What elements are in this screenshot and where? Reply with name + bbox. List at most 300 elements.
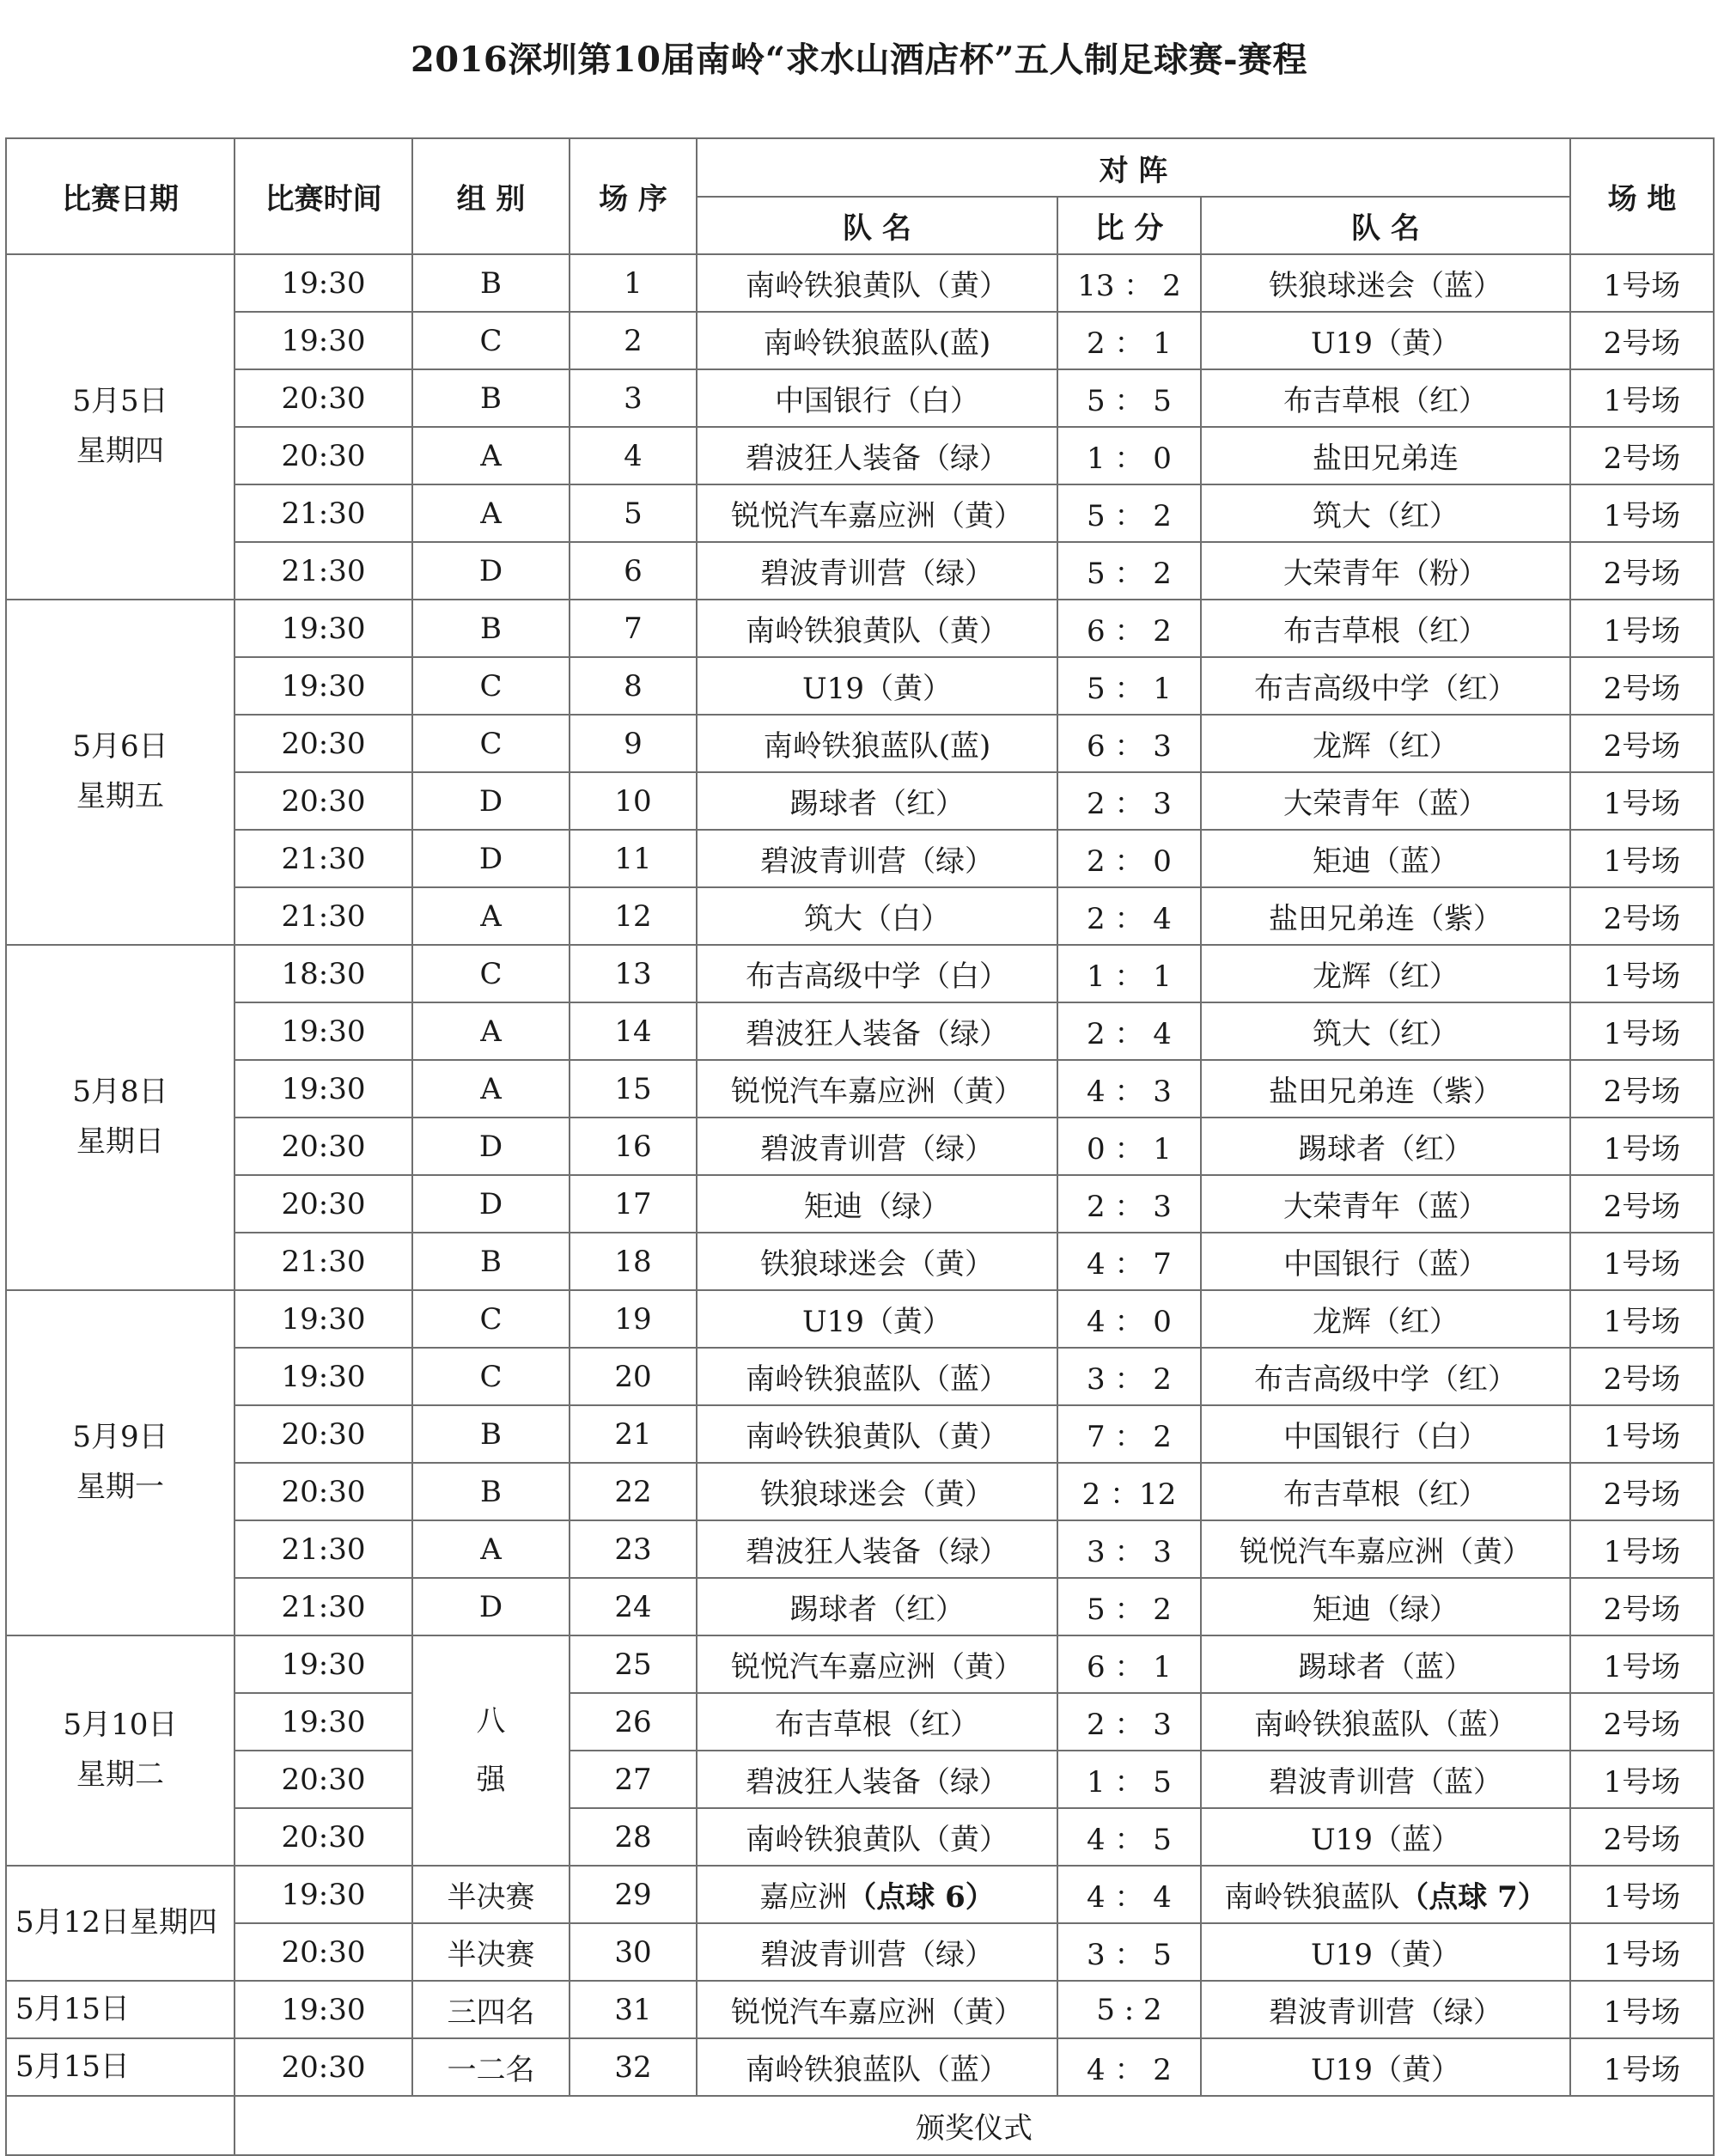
match-venue: 2号场	[1570, 715, 1714, 772]
match-venue: 1号场	[1570, 484, 1714, 542]
team-b	[1201, 427, 1570, 484]
match-seq: 13	[570, 945, 697, 1002]
team-b	[1201, 945, 1570, 1002]
match-venue: 2号场	[1570, 1463, 1714, 1520]
match-group: C	[412, 1348, 570, 1405]
match-group: D	[412, 830, 570, 887]
match-venue: 1号场	[1570, 1233, 1714, 1290]
match-venue: 1号场	[1570, 1981, 1714, 2038]
team-b	[1201, 1405, 1570, 1463]
match-group: A	[412, 427, 570, 484]
match-time: 19:30	[235, 1348, 412, 1405]
page-title: 2016深圳第10届南岭“求水山酒店杯”五人制足球赛-赛程	[410, 40, 1308, 80]
match-group: 三四名	[412, 1981, 570, 2038]
table-row	[6, 2038, 1714, 2096]
match-group: 一二名	[412, 2038, 570, 2096]
team-a	[697, 1808, 1057, 1866]
team-a	[697, 1175, 1057, 1233]
match-seq: 9	[570, 715, 697, 772]
team-a-name: 嘉应洲	[759, 1880, 848, 1915]
match-group: D	[412, 1118, 570, 1175]
match-venue: 1号场	[1570, 1002, 1714, 1060]
team-b	[1201, 542, 1570, 600]
team-a-name: 碧波青训营（绿）	[760, 1938, 994, 1972]
team-b	[1201, 772, 1570, 830]
match-group: B	[412, 1233, 570, 1290]
match-seq: 30	[570, 1923, 697, 1981]
table-row	[6, 1405, 1714, 1463]
table-row	[6, 254, 1714, 312]
match-group: C	[412, 1290, 570, 1348]
match-score: 3 ： 3	[1057, 1520, 1201, 1578]
team-b	[1201, 1808, 1570, 1866]
match-venue: 2号场	[1570, 1175, 1714, 1233]
team-a	[697, 484, 1057, 542]
team-b-name: 布吉草根（红）	[1283, 614, 1488, 649]
team-b-penalty-note: （点球 7）	[1399, 1880, 1547, 1915]
team-b	[1201, 312, 1570, 369]
team-a-penalty-note: （点球 6）	[847, 1880, 995, 1915]
weekday-label: 星期日	[76, 1124, 164, 1159]
match-group: A	[412, 1002, 570, 1060]
match-seq: 22	[570, 1463, 697, 1520]
match-time: 20:30	[235, 1405, 412, 1463]
table-row	[6, 945, 1714, 1002]
team-a-name: 南岭铁狼蓝队（蓝）	[746, 2053, 1008, 2087]
match-score: 4 ： 0	[1057, 1290, 1201, 1348]
team-b-name: 中国银行（蓝）	[1283, 1247, 1488, 1282]
match-time: 20:30	[235, 1175, 412, 1233]
match-score: 2 ： 0	[1057, 830, 1201, 887]
team-a	[697, 1290, 1057, 1348]
team-b	[1201, 1233, 1570, 1290]
team-b-name: 龙辉（红）	[1313, 729, 1459, 764]
team-a-name: 锐悦汽车嘉应洲（黄）	[731, 1650, 1023, 1684]
table-row	[6, 1578, 1714, 1635]
match-seq: 12	[570, 887, 697, 945]
match-score: 2 ： 3	[1057, 772, 1201, 830]
match-time: 19:30	[235, 1635, 412, 1693]
match-date	[6, 1981, 235, 2038]
match-seq: 4	[570, 427, 697, 484]
team-a	[697, 1693, 1057, 1751]
weekday-label: 星期二	[76, 1757, 164, 1792]
match-time: 21:30	[235, 830, 412, 887]
team-a	[697, 369, 1057, 427]
team-b-name: 南岭铁狼蓝队（蓝）	[1254, 1708, 1517, 1742]
weekday-label: 星期一	[76, 1470, 164, 1504]
team-b-name: U19（蓝）	[1311, 1823, 1460, 1857]
match-time: 19:30	[235, 1693, 412, 1751]
ceremony-row	[6, 2096, 1714, 2155]
match-time: 19:30	[235, 254, 412, 312]
table-row	[6, 1290, 1714, 1348]
team-b	[1201, 1693, 1570, 1751]
group-label-1: 八	[476, 1704, 506, 1739]
table-row	[6, 1463, 1714, 1520]
team-b	[1201, 1060, 1570, 1118]
match-time: 20:30	[235, 1118, 412, 1175]
match-score: 13 ： 2	[1057, 254, 1201, 312]
date-label: 5月8日	[72, 1075, 168, 1110]
team-b-name: 南岭铁狼蓝队	[1224, 1880, 1400, 1915]
table-row	[6, 1751, 1714, 1808]
match-group: C	[412, 657, 570, 715]
team-b-name: 矩迪（绿）	[1313, 1593, 1459, 1627]
match-group: C	[412, 715, 570, 772]
team-a	[697, 772, 1057, 830]
match-time: 18:30	[235, 945, 412, 1002]
match-venue: 2号场	[1570, 887, 1714, 945]
table-row	[6, 830, 1714, 887]
match-time: 20:30	[235, 2038, 412, 2096]
header-time: 比赛时间	[235, 138, 412, 254]
match-score: 2 ： 1	[1057, 312, 1201, 369]
team-a-name: 踢球者（红）	[789, 1593, 965, 1627]
team-a-name: 南岭铁狼蓝队(蓝)	[763, 326, 991, 361]
team-a	[697, 1405, 1057, 1463]
team-b	[1201, 1923, 1570, 1981]
match-date	[6, 1635, 235, 1866]
match-venue: 1号场	[1570, 1520, 1714, 1578]
team-a-name: 碧波狂人装备（绿）	[746, 442, 1008, 476]
match-venue: 1号场	[1570, 1118, 1714, 1175]
team-a-name: 南岭铁狼黄队（黄）	[746, 614, 1008, 649]
match-seq: 6	[570, 542, 697, 600]
match-score: 2 ： 4	[1057, 1002, 1201, 1060]
match-seq: 18	[570, 1233, 697, 1290]
team-b	[1201, 484, 1570, 542]
match-score: 6 ： 2	[1057, 600, 1201, 657]
table-row	[6, 600, 1714, 657]
team-a	[697, 945, 1057, 1002]
table-row	[6, 715, 1714, 772]
match-group: B	[412, 600, 570, 657]
match-seq: 24	[570, 1578, 697, 1635]
header-match: 对 阵	[697, 138, 1570, 197]
team-a-name: 碧波狂人装备（绿）	[746, 1535, 1008, 1569]
match-time: 20:30	[235, 1808, 412, 1866]
match-group: C	[412, 945, 570, 1002]
team-b-name: 锐悦汽车嘉应洲（黄）	[1240, 1535, 1532, 1569]
team-a	[697, 1002, 1057, 1060]
match-time: 19:30	[235, 1866, 412, 1923]
team-a	[697, 1635, 1057, 1693]
match-score: 6 ： 3	[1057, 715, 1201, 772]
team-a-name: 中国银行（白）	[775, 384, 979, 418]
team-b-name: U19（黄）	[1311, 2053, 1460, 2087]
match-time: 21:30	[235, 542, 412, 600]
team-a	[697, 887, 1057, 945]
match-seq: 19	[570, 1290, 697, 1348]
match-seq: 31	[570, 1981, 697, 2038]
team-a-name: 布吉高级中学（白）	[746, 959, 1008, 994]
match-score: 4 ： 2	[1057, 2038, 1201, 2096]
table-row	[6, 1693, 1714, 1751]
team-a	[697, 1118, 1057, 1175]
team-b	[1201, 254, 1570, 312]
match-score: 4 ： 3	[1057, 1060, 1201, 1118]
team-a	[697, 1348, 1057, 1405]
team-a-name: 碧波狂人装备（绿）	[746, 1017, 1008, 1051]
match-seq: 11	[570, 830, 697, 887]
match-group: A	[412, 484, 570, 542]
match-venue: 1号场	[1570, 1923, 1714, 1981]
match-seq: 10	[570, 772, 697, 830]
team-b-name: 大荣青年（蓝）	[1283, 1190, 1488, 1224]
match-time: 19:30	[235, 657, 412, 715]
team-a	[697, 427, 1057, 484]
date-label: 5月15日	[15, 1991, 130, 2026]
match-venue: 2号场	[1570, 1348, 1714, 1405]
team-b-name: 龙辉（红）	[1313, 1305, 1459, 1339]
match-score: 5 ： 5	[1057, 369, 1201, 427]
match-venue: 2号场	[1570, 657, 1714, 715]
match-group: B	[412, 1405, 570, 1463]
team-a-name: 踢球者（红）	[789, 787, 965, 821]
match-date	[6, 600, 235, 945]
match-venue: 2号场	[1570, 1808, 1714, 1866]
match-score: 2 ：12	[1057, 1463, 1201, 1520]
team-a	[697, 1578, 1057, 1635]
match-score: 5 ： 2	[1057, 542, 1201, 600]
header-team-a: 队 名	[697, 197, 1057, 254]
team-b-name: 铁狼球迷会（蓝）	[1269, 269, 1502, 303]
match-venue: 1号场	[1570, 1635, 1714, 1693]
match-seq: 17	[570, 1175, 697, 1233]
team-a-name: 布吉草根（红）	[775, 1708, 979, 1742]
team-a	[697, 254, 1057, 312]
team-b	[1201, 1002, 1570, 1060]
team-b	[1201, 1520, 1570, 1578]
table-row	[6, 1923, 1714, 1981]
team-a	[697, 715, 1057, 772]
date-label: 5月5日	[72, 384, 168, 419]
team-a-name: 碧波青训营（绿）	[760, 1132, 994, 1166]
match-group: B	[412, 369, 570, 427]
match-seq: 27	[570, 1751, 697, 1808]
table-row	[6, 1002, 1714, 1060]
match-time: 21:30	[235, 1578, 412, 1635]
match-time: 20:30	[235, 369, 412, 427]
team-b	[1201, 1175, 1570, 1233]
table-row	[6, 1118, 1714, 1175]
match-venue: 1号场	[1570, 2038, 1714, 2096]
match-seq: 32	[570, 2038, 697, 2096]
match-score: 5 ： 1	[1057, 657, 1201, 715]
team-b-name: 盐田兄弟连（紫）	[1269, 1075, 1502, 1109]
date-label: 5月15日	[15, 2049, 130, 2084]
team-b	[1201, 1635, 1570, 1693]
match-score: 7 ： 2	[1057, 1405, 1201, 1463]
match-venue: 1号场	[1570, 1405, 1714, 1463]
date-label: 5月6日	[72, 729, 168, 764]
match-venue: 2号场	[1570, 427, 1714, 484]
team-a-name: U19（黄）	[802, 1305, 952, 1339]
match-group-merged	[412, 1635, 570, 1866]
team-b	[1201, 1981, 1570, 2038]
match-time: 21:30	[235, 887, 412, 945]
match-time: 19:30	[235, 600, 412, 657]
match-group: D	[412, 542, 570, 600]
table-row	[6, 657, 1714, 715]
schedule-body	[6, 254, 1714, 2155]
team-a-name: 矩迪（绿）	[804, 1190, 950, 1224]
table-row	[6, 1808, 1714, 1866]
match-score: 2 ： 3	[1057, 1175, 1201, 1233]
match-time: 21:30	[235, 1233, 412, 1290]
team-a-name: 碧波青训营（绿）	[760, 557, 994, 591]
team-b	[1201, 2038, 1570, 2096]
table-row	[6, 887, 1714, 945]
match-venue: 2号场	[1570, 1060, 1714, 1118]
team-a	[697, 1923, 1057, 1981]
header-seq: 场 序	[570, 138, 697, 254]
match-time: 19:30	[235, 1290, 412, 1348]
award-ceremony: 颁奖仪式	[235, 2096, 1714, 2155]
match-score: 4 ： 5	[1057, 1808, 1201, 1866]
team-a	[697, 1233, 1057, 1290]
team-b-name: U19（黄）	[1311, 1938, 1460, 1972]
team-a	[697, 1520, 1057, 1578]
match-time: 20:30	[235, 715, 412, 772]
team-b	[1201, 1348, 1570, 1405]
table-row	[6, 1520, 1714, 1578]
match-seq: 2	[570, 312, 697, 369]
match-seq: 14	[570, 1002, 697, 1060]
date-label: 5月10日	[63, 1708, 178, 1743]
match-time: 20:30	[235, 1463, 412, 1520]
match-venue: 1号场	[1570, 1290, 1714, 1348]
match-score: 4 ： 7	[1057, 1233, 1201, 1290]
team-a-name: 筑大（白）	[804, 902, 950, 936]
team-b	[1201, 657, 1570, 715]
team-b-name: 中国银行（白）	[1283, 1420, 1488, 1454]
match-time: 19:30	[235, 1981, 412, 2038]
date-label: 5月12日星期四	[15, 1905, 217, 1940]
team-b-name: 布吉草根（红）	[1283, 1477, 1488, 1512]
match-group: 半决赛	[412, 1866, 570, 1923]
team-a	[697, 600, 1057, 657]
match-venue: 1号场	[1570, 1866, 1714, 1923]
team-b	[1201, 715, 1570, 772]
weekday-label: 星期四	[76, 434, 164, 468]
match-group: B	[412, 254, 570, 312]
team-a-name: 碧波狂人装备（绿）	[746, 1765, 1008, 1800]
group-label-2: 强	[476, 1763, 506, 1797]
team-b-name: 筑大（红）	[1313, 1017, 1459, 1051]
schedule-table	[5, 137, 1715, 2156]
match-seq: 7	[570, 600, 697, 657]
header-group: 组 别	[412, 138, 570, 254]
match-venue: 2号场	[1570, 312, 1714, 369]
match-seq: 25	[570, 1635, 697, 1693]
match-group: D	[412, 1175, 570, 1233]
team-b-name: 矩迪（蓝）	[1313, 844, 1459, 879]
match-seq: 3	[570, 369, 697, 427]
match-score: 4 ： 4	[1057, 1866, 1201, 1923]
table-row	[6, 427, 1714, 484]
team-b	[1201, 1578, 1570, 1635]
match-venue: 1号场	[1570, 254, 1714, 312]
match-score: 6 ： 1	[1057, 1635, 1201, 1693]
match-seq: 8	[570, 657, 697, 715]
team-a	[697, 542, 1057, 600]
table-row	[6, 1175, 1714, 1233]
table-row	[6, 1981, 1714, 2038]
team-a	[697, 1751, 1057, 1808]
team-a	[697, 1866, 1057, 1923]
team-b	[1201, 1290, 1570, 1348]
team-a-name: 南岭铁狼黄队（黄）	[746, 1823, 1008, 1857]
header-venue: 场 地	[1570, 138, 1714, 254]
team-b	[1201, 887, 1570, 945]
match-venue: 2号场	[1570, 542, 1714, 600]
table-row	[6, 1233, 1714, 1290]
match-time: 20:30	[235, 1923, 412, 1981]
match-seq: 5	[570, 484, 697, 542]
team-b-name: 踢球者（蓝）	[1298, 1650, 1473, 1684]
team-b	[1201, 369, 1570, 427]
team-b-name: 大荣青年（蓝）	[1283, 787, 1488, 821]
match-score: 2 ： 3	[1057, 1693, 1201, 1751]
match-venue: 1号场	[1570, 600, 1714, 657]
match-seq: 16	[570, 1118, 697, 1175]
date-label: 5月9日	[72, 1420, 168, 1455]
team-b-name: U19（黄）	[1311, 326, 1460, 361]
team-b-name: 大荣青年（粉）	[1283, 557, 1488, 591]
match-venue: 2号场	[1570, 1578, 1714, 1635]
team-b	[1201, 1866, 1570, 1923]
team-b	[1201, 1463, 1570, 1520]
match-time: 20:30	[235, 427, 412, 484]
team-b-name: 踢球者（红）	[1298, 1132, 1473, 1166]
match-score: 0 ： 1	[1057, 1118, 1201, 1175]
match-group: B	[412, 1463, 570, 1520]
table-row	[6, 312, 1714, 369]
match-venue: 1号场	[1570, 945, 1714, 1002]
header-score: 比 分	[1057, 197, 1201, 254]
team-b-name: 布吉草根（红）	[1283, 384, 1488, 418]
match-date	[6, 1866, 235, 1981]
team-a	[697, 1463, 1057, 1520]
team-b-name: 龙辉（红）	[1313, 959, 1459, 994]
team-a	[697, 2038, 1057, 2096]
match-score: 1 ： 1	[1057, 945, 1201, 1002]
team-a-name: 南岭铁狼蓝队(蓝)	[763, 729, 991, 764]
team-a	[697, 312, 1057, 369]
table-row	[6, 369, 1714, 427]
team-b-name: 碧波青训营（蓝）	[1269, 1765, 1502, 1800]
team-a-name: 铁狼球迷会（黄）	[760, 1477, 994, 1512]
match-score: 2 ： 4	[1057, 887, 1201, 945]
match-date	[6, 254, 235, 600]
team-b	[1201, 1751, 1570, 1808]
table-row	[6, 1348, 1714, 1405]
match-seq: 1	[570, 254, 697, 312]
match-time: 20:30	[235, 1751, 412, 1808]
match-time: 21:30	[235, 1520, 412, 1578]
match-venue: 1号场	[1570, 1751, 1714, 1808]
match-time: 19:30	[235, 1002, 412, 1060]
team-b-name: 碧波青训营（绿）	[1269, 1995, 1502, 2030]
match-seq: 23	[570, 1520, 697, 1578]
match-score: 5 : 2	[1057, 1981, 1201, 2038]
match-date	[6, 1290, 235, 1635]
match-date	[6, 2038, 235, 2096]
table-row	[6, 484, 1714, 542]
team-b-name: 盐田兄弟连（紫）	[1269, 902, 1502, 936]
